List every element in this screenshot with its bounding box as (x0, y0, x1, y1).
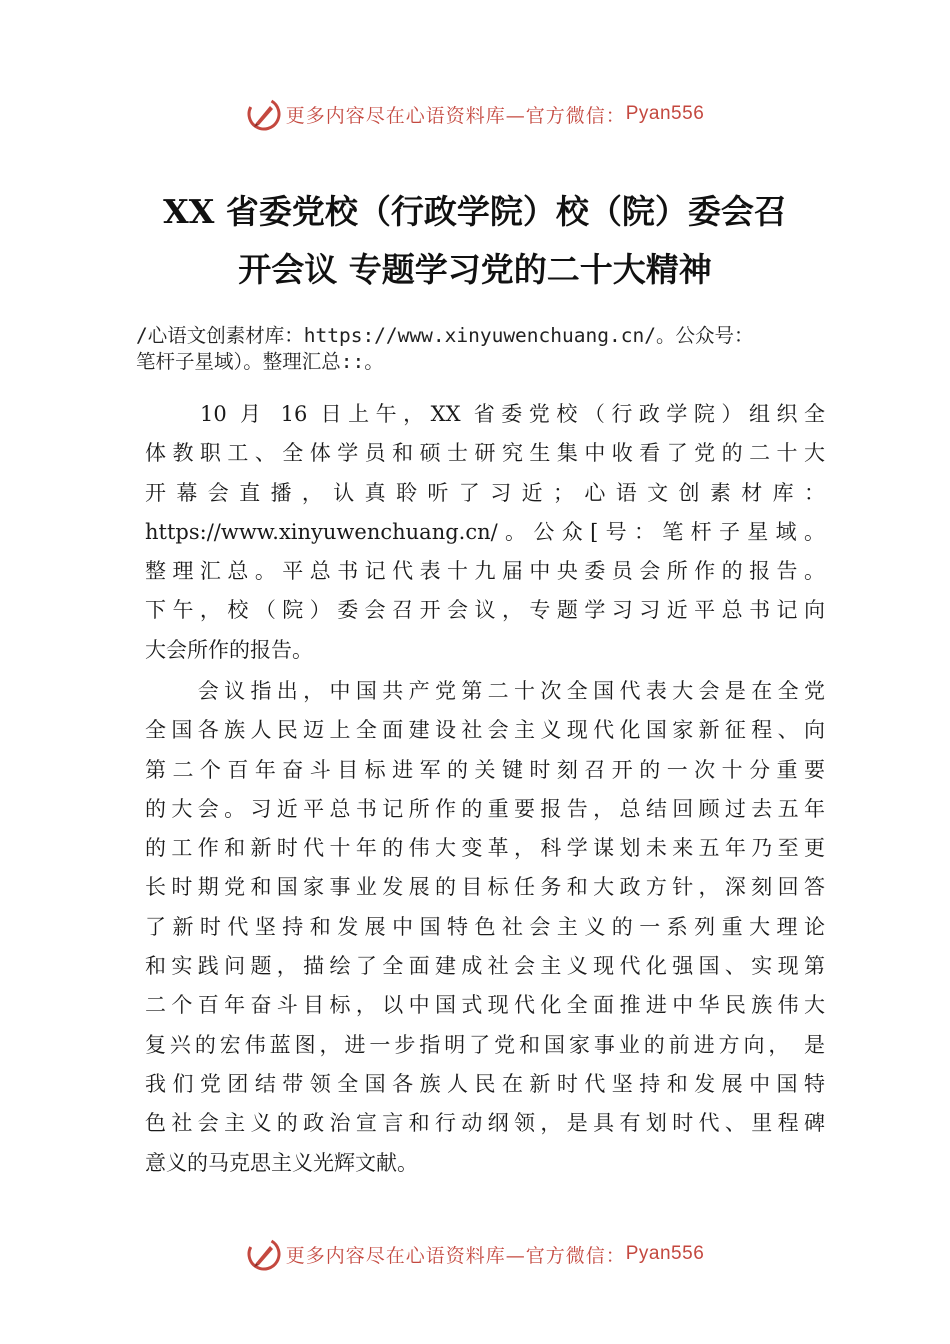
paragraph-line: 体教职工、全体学员和硕士研究生集中收看了党的二十大 (145, 441, 825, 466)
paragraph-line: 会议指出，中国共产党第二十次全国代表大会是在全党 (145, 679, 825, 703)
paragraph-line: 全国各族人民迈上全面建设社会主义现代化国家新征程、向 (145, 718, 825, 743)
body-paragraph-1 (145, 395, 825, 670)
paragraph-line: 色社会主义的政治宣言和行动纲领，是具有划时代、里程碑 (145, 1111, 825, 1136)
paragraph-line: 和实践问题，描绘了全面建成社会主义现代化强国、实现第 (145, 954, 825, 979)
paragraph-line: 了新时代坚持和发展中国特色社会主义的一系列重大理论 (145, 914, 825, 939)
source-line-2: 笔杆子星域）。整理汇总::。 (136, 350, 384, 373)
banner-wechat-id: Pyan556 (625, 103, 705, 124)
paragraph-line: 长时期党和国家事业发展的目标任务和大政方针，深刻回答 (145, 875, 825, 900)
paragraph-line: 我们党团结带领全国各族人民在新时代坚持和发展中国特 (145, 1071, 825, 1096)
paragraph-line: 整理汇总。平总书记代表十九届中央委员会所作的报告。 (145, 559, 825, 584)
source-line-1: /心语文创素材库：https://www.xinyuwenchuang.cn/。公众号： (136, 324, 754, 347)
banner-text: 更多内容尽在心语资料库—官方微信： (285, 104, 626, 127)
banner-wechat-id: Pyan556 (625, 1243, 705, 1264)
document-title (60, 183, 890, 299)
paragraph-line: 的工作和新时代十年的伟大变革，科学谋划未来五年乃至更 (145, 836, 825, 861)
paragraph-line: 复兴的宏伟蓝图，进一步指明了党和国家事业的前进方向， 是 (145, 1032, 825, 1057)
paragraph-line: 二个百年奋斗目标，以中国式现代化全面推进中华民族伟大 (145, 993, 825, 1018)
paragraph-line: 10 月 16 日上午，XX 省委党校（行政学院）组织全 (145, 402, 825, 426)
pen-logo-icon (246, 1236, 282, 1272)
paragraph-line: https://www.xinyuwenchuang.cn/。公众[号：笔杆子星域。 (145, 519, 825, 544)
paragraph-line: 意义的马克思主义光辉文献。 (145, 1150, 418, 1175)
title-line-2: 开会议 专题学习党的二十大精神 (238, 250, 712, 289)
body-paragraph-2 (145, 672, 825, 1183)
paragraph-line: 第二个百年奋斗目标进军的关键时刻召开的一次十分重要 (145, 757, 825, 782)
title-line-1: XX 省委党校（行政学院）校（院）委会召 (163, 192, 787, 231)
header-watermark-banner (0, 92, 950, 136)
source-note (136, 323, 856, 375)
paragraph-line: 开幕会直播，认真聆听了习近；心语文创素材库： (145, 480, 825, 505)
banner-text: 更多内容尽在心语资料库—官方微信： (285, 1244, 626, 1267)
paragraph-line: 大会所作的报告。 (145, 637, 313, 662)
paragraph-line: 的大会。习近平总书记所作的重要报告，总结回顾过去五年 (145, 796, 825, 821)
footer-watermark-banner (0, 1232, 950, 1276)
pen-logo-icon (246, 96, 282, 132)
paragraph-line: 下午，校（院）委会召开会议，专题学习习近平总书记向 (145, 598, 825, 623)
